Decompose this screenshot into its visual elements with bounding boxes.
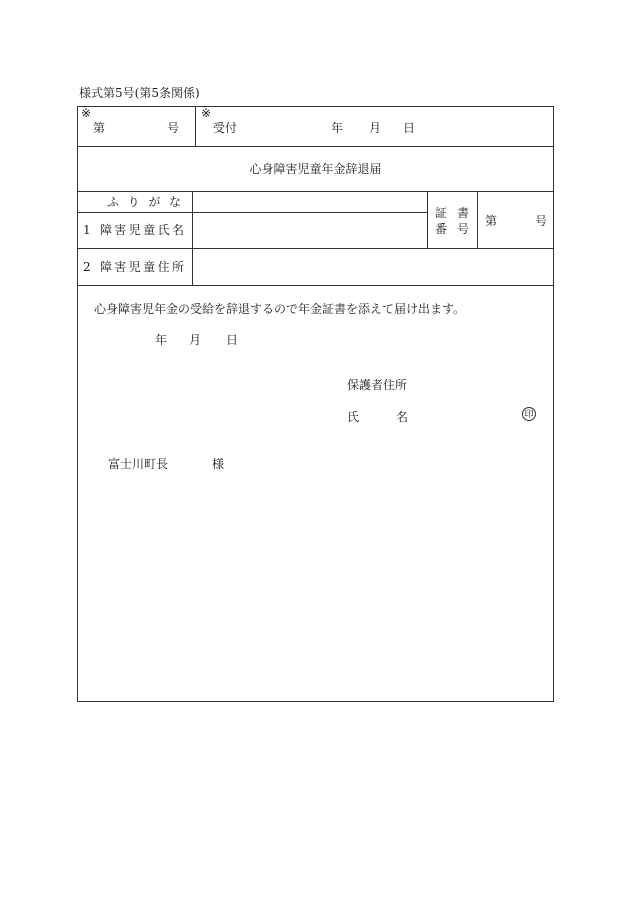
address-label-char: 童 <box>143 260 156 274</box>
furigana-char: が <box>148 195 161 209</box>
received-year: 年 <box>331 121 344 135</box>
name-label-char: 氏 <box>157 223 170 237</box>
rule-cert-left <box>427 191 428 248</box>
rule-top-divider <box>195 106 196 146</box>
cert-label-char: 書 <box>456 206 469 220</box>
declaration-statement: 心身障害児年金の受給を辞退するので年金証書を添えて届け出ます。 <box>94 302 466 316</box>
certificate-label-line1 <box>435 206 469 220</box>
submission-month: 月 <box>189 333 202 347</box>
furigana-char: り <box>127 195 140 209</box>
child-address-label <box>100 260 184 274</box>
address-label-char: 児 <box>128 260 141 274</box>
name-prefix: 1 <box>83 223 91 237</box>
cert-label-char: 証 <box>435 206 448 220</box>
furigana-label <box>107 195 181 209</box>
guardian-name-label: 氏 <box>347 410 360 424</box>
address-label-char: 住 <box>157 260 170 274</box>
address-label-char: 障 <box>100 260 113 274</box>
address-prefix: 2 <box>83 260 91 274</box>
received-label: 受付 <box>213 121 238 135</box>
name-label-char: 害 <box>114 223 127 237</box>
furigana-char: な <box>168 195 181 209</box>
seal-mark: 印 <box>522 407 536 421</box>
number-label-right: 号 <box>167 121 180 135</box>
reference-mark-left: ※ <box>81 106 92 120</box>
received-month: 月 <box>369 121 382 135</box>
furigana-char: ふ <box>107 195 120 209</box>
rule-address <box>77 285 554 286</box>
form-number: 様式第5号(第5条関係) <box>79 86 200 100</box>
address-label-char: 所 <box>171 260 184 274</box>
certificate-number-left: 第 <box>485 214 498 228</box>
guardian-name-input[interactable] <box>412 406 517 424</box>
guardian-address-label: 保護者住所 <box>347 378 408 392</box>
document-title: 心身障害児童年金辞退届 <box>249 162 382 176</box>
submission-year: 年 <box>155 333 168 347</box>
cert-label-char: 号 <box>456 222 469 236</box>
certificate-label-line2 <box>435 222 469 236</box>
guardian-name-label: 名 <box>396 410 409 424</box>
child-address-input[interactable] <box>193 249 553 284</box>
furigana-input[interactable] <box>193 192 426 211</box>
name-label-char: 童 <box>143 223 156 237</box>
address-label-char: 害 <box>114 260 127 274</box>
guardian-address-input[interactable] <box>412 375 542 393</box>
received-day: 日 <box>403 121 416 135</box>
rule-top-row <box>77 146 554 147</box>
addressee: 富士川町長 <box>108 457 169 471</box>
name-label-char: 名 <box>171 223 184 237</box>
name-label-char: 障 <box>100 223 113 237</box>
child-name-label <box>100 223 184 237</box>
number-label-left: 第 <box>93 121 106 135</box>
honorific: 様 <box>212 457 225 471</box>
submission-day: 日 <box>226 333 239 347</box>
name-label-char: 児 <box>128 223 141 237</box>
certificate-number-right: 号 <box>535 214 548 228</box>
child-name-input[interactable] <box>193 213 426 247</box>
certificate-number-input[interactable] <box>478 192 553 247</box>
reference-mark-right: ※ <box>201 106 212 120</box>
cert-label-char: 番 <box>435 222 448 236</box>
